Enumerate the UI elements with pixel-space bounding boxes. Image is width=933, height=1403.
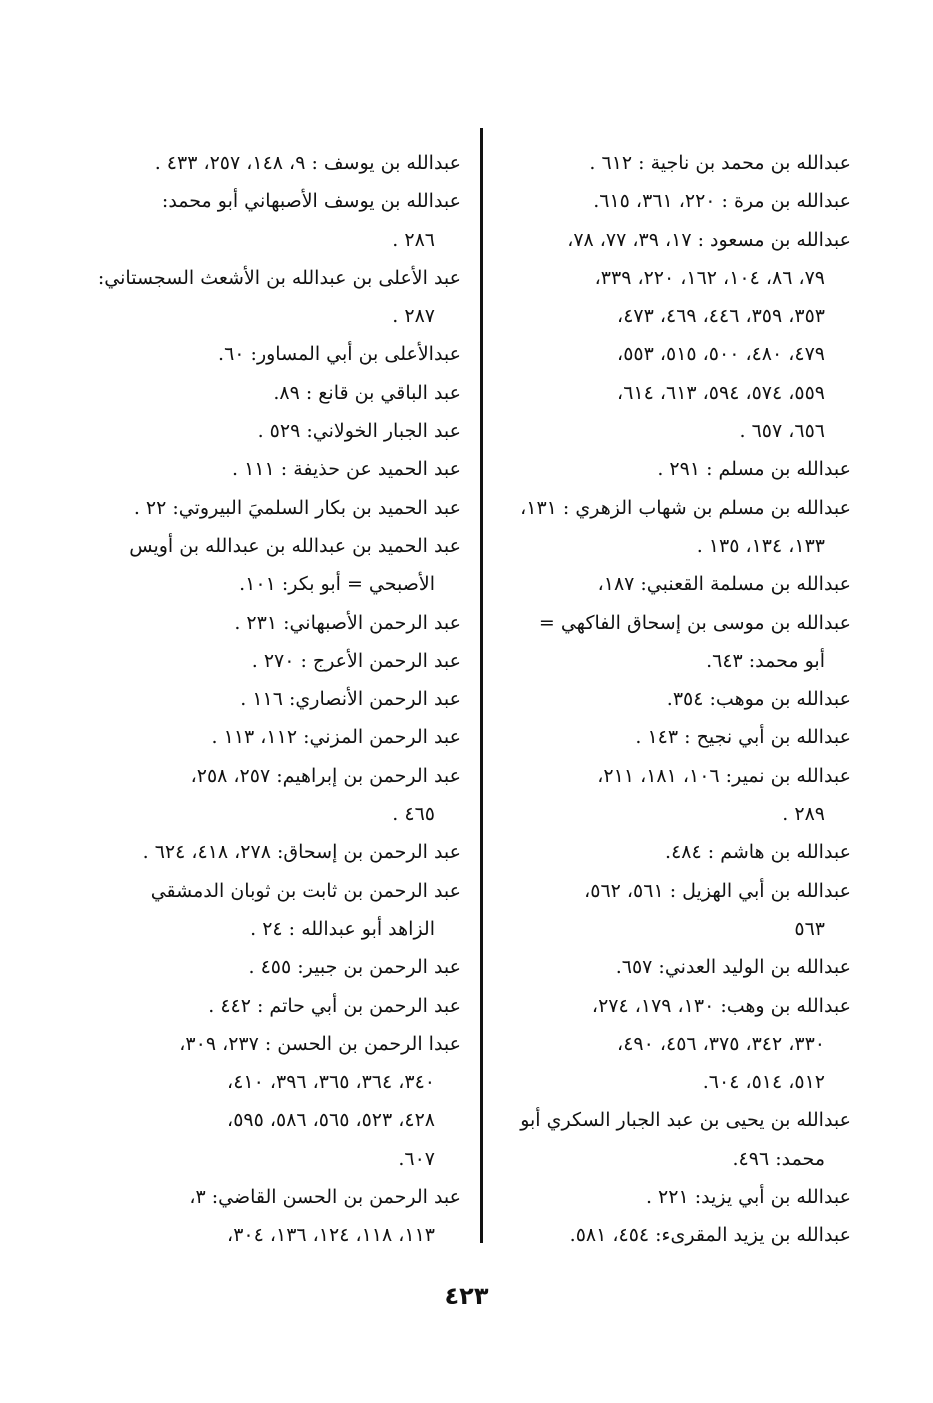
index-entry-line: ٢٨٦ . bbox=[392, 228, 435, 251]
index-entry-line: الأصبحي = أبو بكر: ١٠١. bbox=[239, 573, 435, 596]
index-entry-line: عبدالله بن محمد بن ناجية : ٦١٢ . bbox=[589, 152, 851, 174]
index-entry-line: ٤٧٩، ٤٨٠، ٥٠٠، ٥١٥، ٥٥٣، bbox=[617, 343, 825, 366]
index-entry-line: عبدالله بن مسعود : ١٧، ٣٩، ٧٧، ٧٨، bbox=[567, 228, 851, 251]
index-entry-line: أبو محمد: ٦٤٣. bbox=[706, 649, 825, 672]
index-entry-line: عبدالله بن مسلمة القعنبي: ١٨٧، bbox=[597, 573, 851, 596]
index-entry-line: عبد الأعلى بن عبدالله بن الأشعث السجستاني: bbox=[97, 266, 461, 289]
index-entry-line: عبد الرحمن بن ثابت بن ثوبان الدمشقي bbox=[150, 879, 461, 902]
index-entry-line: عبد الرحمن بن أبي حاتم : ٤٤٢ . bbox=[208, 994, 461, 1017]
index-entry-line: ٦٠٧. bbox=[398, 1147, 435, 1170]
index-entry-line: عبدا الرحمن بن الحسن : ٢٣٧، ٣٠٩، bbox=[179, 1032, 461, 1055]
index-entry-line: عبد الرحمن بن إسحاق: ٢٧٨، ٤١٨، ٦٢٤ . bbox=[142, 841, 461, 864]
index-entry-line: عبدالله بن يوسف : ٩، ١٤٨، ٢٥٧، ٤٣٣ . bbox=[154, 152, 461, 174]
index-entry-line: عبدالله بن يحيى بن عبد الجبار السكري أبو bbox=[520, 1109, 851, 1132]
index-entry-line: عبد الرحمن المزني: ١١٢، ١١٣ . bbox=[211, 726, 461, 749]
index-entry-line: ٣٥٣، ٣٥٩، ٤٤٦، ٤٦٩، ٤٧٣، bbox=[617, 305, 825, 328]
index-entry-line: عبدالله بن مسلم : ٢٩١ . bbox=[657, 458, 851, 481]
index-entry-line: عبد الرحمن بن إبراهيم: ٢٥٧، ٢٥٨، bbox=[190, 764, 461, 787]
index-entry-line: عبد الرحمن الأنصاري: ١١٦ . bbox=[240, 688, 461, 711]
index-column-left bbox=[97, 144, 461, 1255]
index-entry-line: عبد الرحمن بن الحسن القاضي: ٣، bbox=[189, 1186, 461, 1209]
index-entry-line: عبدالله بن نمير: ١٠٦، ١٨١، ٢١١، bbox=[597, 764, 851, 787]
index-entry-line: عبدالله بن موسى بن إسحاق الفاكهي = bbox=[538, 611, 851, 634]
index-entry-line: عبدالأعلى بن أبي المساور: ٦٠. bbox=[218, 343, 461, 366]
index-entry-line: عبدالله بن موهب: ٣٥٤. bbox=[666, 688, 851, 711]
index-entry-line: عبدالله بن أبي يزيد: ٢٢١ . bbox=[645, 1186, 851, 1209]
index-entry-line: عبد الباقي بن قانع : ٨٩. bbox=[273, 381, 461, 404]
page-number: ٤٢٣ bbox=[444, 1282, 489, 1310]
index-entry-line: عبد الحميد بن بكار السلميَ البيروتي: ٢٢ . bbox=[133, 496, 461, 519]
index-entry-line: عبدالله بن أبي نجيح : ١٤٣ . bbox=[635, 726, 851, 749]
index-entry-line: عبدالله بن وهب: ١٣٠، ١٧٩، ٢٧٤، bbox=[591, 994, 851, 1017]
index-entry-line: محمد: ٤٩٦. bbox=[732, 1147, 825, 1170]
index-entry-line: ٤٢٨، ٥٢٣، ٥٦٥، ٥٨٦، ٥٩٥، bbox=[227, 1109, 435, 1132]
index-entry-line: ٢٨٩ . bbox=[782, 803, 825, 826]
index-column-right bbox=[491, 144, 851, 1255]
index-entry-line: ١١٣، ١١٨، ١٢٤، ١٣٦، ٣٠٤، bbox=[227, 1224, 435, 1247]
index-entry-line: عبدالله بن أبي الهزيل : ٥٦١، ٥٦٢، bbox=[584, 879, 851, 902]
index-entry-line: ٥١٢، ٥١٤، ٦٠٤. bbox=[702, 1071, 825, 1094]
index-entry-line: ٣٣٠، ٣٤٢، ٣٧٥، ٤٥٦، ٤٩٠، bbox=[617, 1032, 825, 1055]
index-entry-line: عبدالله بن يوسف الأصبهاني أبو محمد: bbox=[161, 190, 461, 213]
index-entry-line: عبد الرحمن بن جبير: ٤٥٥ . bbox=[248, 956, 461, 979]
index-entry-line: الزاهد أبو عبدالله : ٢٤ . bbox=[250, 917, 435, 940]
index-entry-line: ٧٩، ٨٦، ١٠٤، ١٦٢، ٢٢٠، ٣٣٩، bbox=[594, 266, 825, 289]
index-entry-line: عبد الحميد عن حذيفة : ١١١ . bbox=[232, 458, 461, 481]
index-entry-line: ٢٨٧ . bbox=[392, 305, 435, 328]
column-divider bbox=[480, 128, 483, 1243]
index-entry-line: ٥٦٣ bbox=[794, 917, 825, 940]
index-entry-line: عبد الرحمن الأعرج : ٢٧٠ . bbox=[251, 649, 461, 672]
index-entry-line: عبدالله بن يزيد المقرىء: ٤٥٤، ٥٨١. bbox=[569, 1224, 851, 1247]
index-entry-line: ٥٥٩، ٥٧٤، ٥٩٤، ٦١٣، ٦١٤، bbox=[617, 381, 825, 404]
index-entry-line: عبد الحميد بن عبدالله بن عبدالله بن أويس bbox=[129, 534, 461, 557]
index-entry-line: ٣٤٠، ٣٦٤، ٣٦٥، ٣٩٦، ٤١٠، bbox=[227, 1071, 435, 1094]
index-entry-line: ٦٥٦، ٦٥٧ . bbox=[739, 420, 825, 443]
index-entry-line: عبدالله بن مسلم بن شهاب الزهري : ١٣١، bbox=[520, 496, 851, 519]
index-entry-line: عبد الجبار الخولاني: ٥٢٩ . bbox=[257, 420, 461, 443]
index-entry-line: ٤٦٥ . bbox=[392, 803, 435, 826]
index-entry-line: عبد الرحمن الأصبهاني: ٢٣١ . bbox=[234, 611, 461, 634]
index-entry-line: عبدالله بن مرة : ٢٢٠، ٣٦١، ٦١٥. bbox=[593, 190, 851, 213]
index-entry-line: ١٣٣، ١٣٤، ١٣٥ . bbox=[696, 534, 825, 557]
index-entry-line: عبدالله بن هاشم : ٤٨٤. bbox=[665, 841, 851, 864]
index-entry-line: عبدالله بن الوليد العدني: ٦٥٧. bbox=[615, 956, 851, 979]
